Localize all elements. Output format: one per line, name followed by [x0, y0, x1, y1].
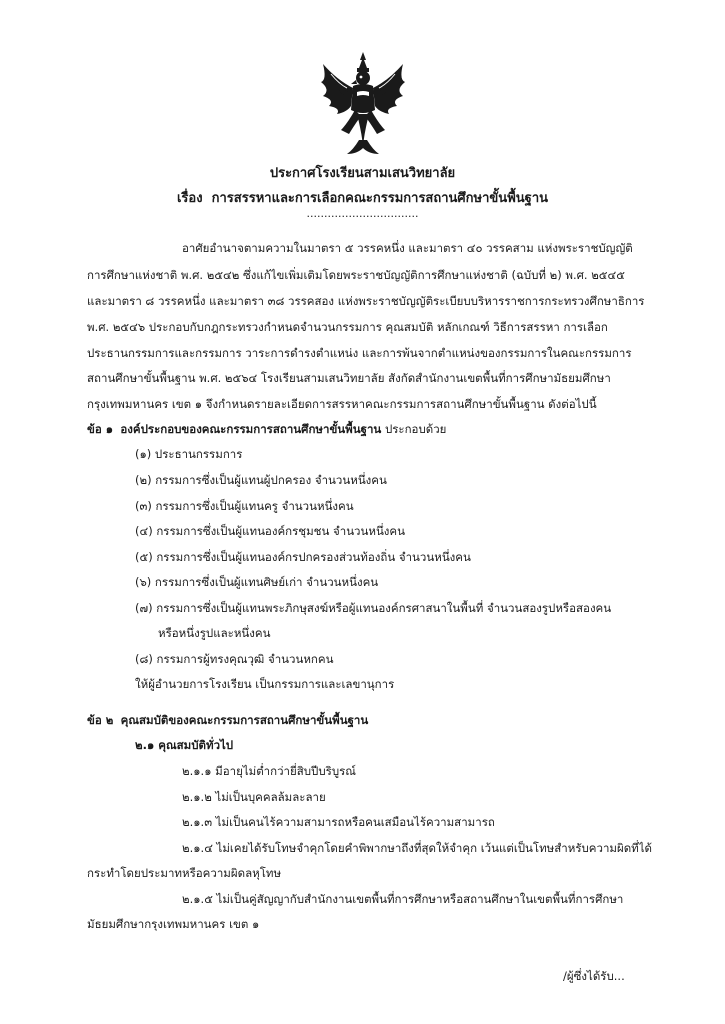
intro-line: และมาตรา ๘ วรรคหนึ่ง และมาตรา ๓๘ วรรคสอง แห่งพระราชบัญญัติระเบียบบริหารราชการกระทรวงศึกษาธิการ — [87, 294, 645, 308]
intro-line: สถานศึกษาขั้นพื้นฐาน พ.ศ. ๒๕๖๔ โรงเรียนสามเสนวิทยาลัย สังกัดสำนักงานเขตพื้นที่การศึกษามัธยมศึกษา — [87, 371, 611, 385]
list-item: (๒) กรรมการซึ่งเป็นผู้แทนผู้ปกครอง จำนวนหนึ่งคน — [135, 473, 387, 487]
list-item-continuation: หรือหนึ่งรูปและหนึ่งคน — [158, 626, 271, 640]
section2-subheading: ๒.๑ คุณสมบัติทั่วไป — [135, 738, 234, 752]
subject-text: การสรรหาและการเลือกคณะกรรมการสถานศึกษาขั้นพื้นฐาน — [211, 191, 549, 206]
list-item: (๘) กรรมการผู้ทรงคุณวุฒิ จำนวนหกคน — [135, 652, 334, 666]
intro-line: ประธานกรรมการและกรรมการ วาระการดำรงตำแหน่ง และการพ้นจากตำแหน่งของกรรมการในคณะกรรมการ — [87, 346, 632, 360]
section2-label: ข้อ ๒ — [87, 713, 114, 727]
section2-title: คุณสมบัติของคณะกรรมการสถานศึกษาขั้นพื้นฐาน — [120, 713, 369, 727]
subject-label: เรื่อง — [176, 191, 203, 206]
list-item: (๖) กรรมการซึ่งเป็นผู้แทนศิษย์เก่า จำนวนหนึ่งคน — [135, 575, 379, 589]
continued-marker: /ผู้ซึ่งได้รับ... — [563, 969, 625, 983]
intro-line: อาศัยอำนาจตามความในมาตรา ๕ วรรคหนึ่ง และมาตรา ๔๐ วรรคสาม แห่งพระราชบัญญัติ — [182, 241, 633, 255]
intro-line: กรุงเทพมหานคร เขต ๑ จึงกำหนดรายละเอียดการสรรหาคณะกรรมการสถานศึกษาขั้นพื้นฐาน ดังต่อไปนี้ — [87, 397, 597, 411]
list-item: (๗) กรรมการซึ่งเป็นผู้แทนพระภิกษุสงฆ์หรือผู้แทนองค์กรศาสนาในพื้นที่ จำนวนสองรูปหรือสองคน — [135, 601, 612, 615]
list-item-continuation: กระทำโดยประมาทหรือความผิดลหุโทษ — [87, 866, 282, 880]
list-item: ๒.๑.๓ ไม่เป็นคนไร้ความสามารถหรือคนเสมือนไร้ความสามารถ — [182, 815, 495, 829]
list-item: (๑) ประธานกรรมการ — [135, 447, 243, 461]
intro-line: พ.ศ. ๒๕๔๖ ประกอบกับกฎกระทรวงกำหนดจำนวนกรรมการ คุณสมบัติ หลักเกณฑ์ วิธีการสรรหา การเลือก — [87, 320, 608, 334]
garuda-emblem-icon — [317, 50, 409, 158]
section1-title: องค์ประกอบของคณะกรรมการสถานศึกษาขั้นพื้นฐาน — [120, 422, 382, 436]
title-separator: ................................ — [306, 207, 419, 220]
list-item: ๒.๑.๑ มีอายุไม่ต่ำกว่ายี่สิบปีบริบูรณ์ — [182, 764, 356, 778]
list-item-continuation: มัธยมศึกษากรุงเทพมหานคร เขต ๑ — [87, 917, 260, 931]
list-item: ๒.๑.๒ ไม่เป็นบุคคลล้มละลาย — [182, 790, 326, 804]
section2-heading — [87, 712, 368, 728]
section1-heading — [87, 421, 446, 437]
list-item: (๓) กรรมการซึ่งเป็นผู้แทนครู จำนวนหนึ่งคน — [135, 499, 354, 513]
list-item: (๕) กรรมการซึ่งเป็นผู้แทนองค์กรปกครองส่วนท้องถิ่น จำนวนหนึ่งคน — [135, 550, 471, 564]
announcement-title: ประกาศโรงเรียนสามเสนวิทยาลัย — [269, 166, 456, 181]
announcement-subject — [0, 187, 725, 208]
section1-suffix: ประกอบด้วย — [384, 422, 447, 436]
list-item: (๔) กรรมการซึ่งเป็นผู้แทนองค์กรชุมชน จำนวนหนึ่งคน — [135, 524, 405, 538]
list-item: ๒.๑.๔ ไม่เคยได้รับโทษจำคุกโดยคำพิพากษาถึงที่สุดให้จำคุก เว้นแต่เป็นโทษสำหรับความผิดที่ได้ — [182, 841, 653, 855]
secretary-note: ให้ผู้อำนวยการโรงเรียน เป็นกรรมการและเลขานุการ — [135, 677, 395, 691]
intro-line: การศึกษาแห่งชาติ พ.ศ. ๒๕๔๒ ซึ่งแก้ไขเพิ่มเติมโดยพระราชบัญญัติการศึกษาแห่งชาติ (ฉบับที่ ๒) พ.ศ. ๒๕๔๕ — [87, 268, 625, 282]
section1-label: ข้อ ๑ — [87, 422, 114, 436]
list-item: ๒.๑.๕ ไม่เป็นคู่สัญญากับสำนักงานเขตพื้นที่การศึกษาหรือสถานศึกษาในเขตพื้นที่การศึกษา — [182, 892, 624, 906]
